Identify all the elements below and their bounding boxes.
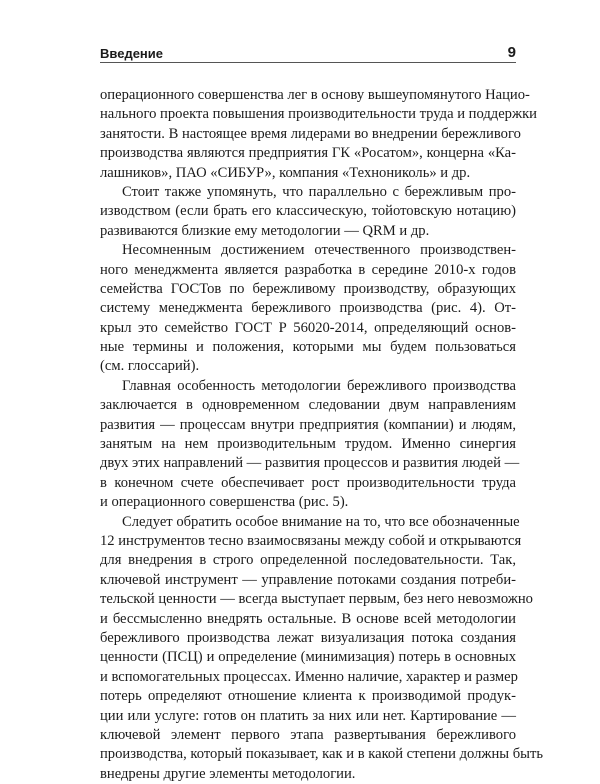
text-line: (см. глоссарий).: [100, 358, 200, 375]
text-line: ключевой инструмент — управление потоками создания потреби-: [100, 571, 516, 588]
body-text: [100, 86, 543, 784]
text-line: систему менеджмента бережливого производства (рис. 4). От-: [100, 300, 516, 317]
text-line: ценности (ПСЦ) и определение (минимизация) потерь в основных: [100, 649, 516, 666]
text-line: занятости. В настоящее время лидерами во внедрении бережливого: [100, 125, 521, 142]
text-line: ции или услуге: готов он платить за них или нет. Картирование —: [100, 707, 516, 724]
text-line: ного менеджмента является разработка в середине 2010-х годов: [100, 261, 516, 278]
text-line: операционного совершенства лег в основу вышеупомянутого Нацио-: [100, 87, 530, 103]
text-line: и бессмысленно внедрять остальные. В основе всей методологии: [100, 610, 516, 627]
running-header: [100, 44, 516, 61]
page-number: 9: [507, 44, 516, 61]
text-line: потерь определяют отношение клиента к производимой продук-: [100, 688, 516, 705]
text-line: внедрены другие элементы методологии.: [100, 765, 356, 782]
text-line: крыл это семейство ГОСТ Р 56020-2014, определяющий основ-: [100, 319, 516, 336]
text-line: развиваются близкие ему методологии — QRM и др.: [100, 222, 430, 239]
text-line: Главная особенность методологии бережливого производства: [122, 377, 516, 394]
text-line: заключается в одновременном следовании двум направлениям: [100, 397, 516, 414]
text-line: производства являются предприятия ГК «Росатом», концерна «Ка-: [100, 145, 516, 162]
text-line: и операционного совершенства (рис. 5).: [100, 494, 349, 511]
paragraph: [100, 513, 543, 784]
text-line: производства, который показывает, как и в какой степени должны быть: [100, 746, 543, 763]
text-line: Следует обратить особое внимание на то, что все обозначенные: [122, 513, 520, 530]
text-line: в конечном счете обеспечивает рост производительности труда: [100, 474, 516, 491]
text-line: семейства ГОСТов по бережливому производству, образующих: [100, 280, 516, 297]
paragraph: [100, 241, 516, 377]
text-line: Стоит также упомянуть, что параллельно с бережливым про-: [122, 183, 516, 200]
text-line: ные термины и положения, которыми мы будем пользоваться: [100, 339, 516, 356]
text-line: изводством (если брать его классическую, тойотовскую нотацию): [100, 203, 516, 220]
text-line: нального проекта повышения производительности труда и поддержки: [100, 106, 537, 123]
text-line: развития — процессам внутри предприятия (компании) и людям,: [100, 416, 516, 433]
text-line: для внедрения в строго определенной последовательности. Так,: [100, 552, 516, 569]
paragraph: [100, 377, 520, 513]
paragraph: [100, 183, 516, 241]
text-line: 12 инструментов тесно взаимосвязаны между собой и открываются: [100, 532, 522, 549]
header-rule: [100, 62, 516, 63]
paragraph: [100, 86, 537, 183]
text-line: тельской ценности — всегда выступает первым, без него невозможно: [100, 591, 533, 608]
text-line: ключевой элемент первого этапа развертывания бережливого: [100, 726, 516, 743]
text-line: и вспомогательных процессах. Именно наличие, характер и размер: [100, 668, 518, 685]
text-line: занятым на нем производительным трудом. Именно синергия: [100, 436, 516, 453]
text-line: лашников», ПАО «СИБУР», компания «Технониколь» и др.: [100, 164, 471, 181]
text-line: Несомненным достижением отечественного производствен-: [122, 242, 516, 259]
section-title: Введение: [100, 46, 163, 61]
text-line: бережливого производства лежат визуализация потока создания: [100, 629, 516, 646]
text-line: двух этих направлений — развития процессов и развития людей —: [100, 455, 520, 472]
